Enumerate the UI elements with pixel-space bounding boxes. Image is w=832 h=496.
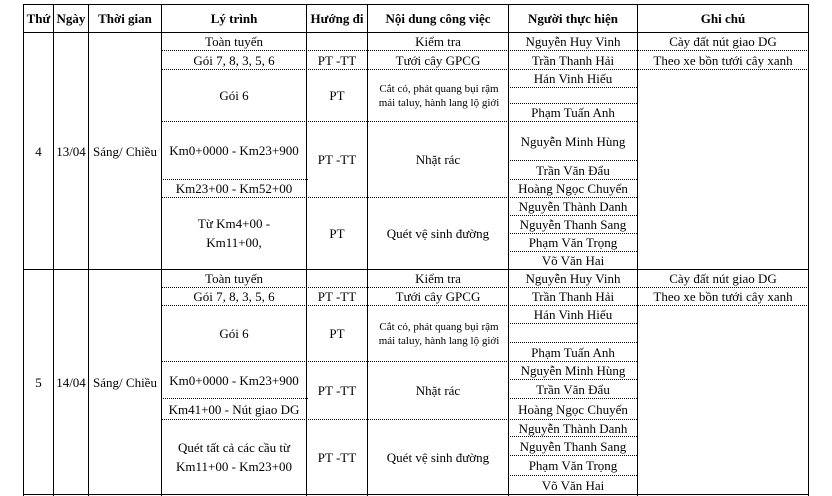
block2-nguoi-9: Nguyễn Thanh Sang [519,438,627,454]
grid-dotted [508,323,637,324]
block1-nguoi-1: Nguyễn Huy Vinh [525,34,621,49]
block1-noidung-3: Cắt cỏ, phát quang bụi rậm mái taluy, hành lang lộ giới [378,82,500,109]
block1-nguoi-2: Trần Thanh Hải [531,52,615,68]
grid-dotted [508,398,637,399]
block2-nguoi-8: Nguyễn Thành Danh [518,420,628,436]
block1-thoi-gian: Sáng/ Chiều [93,143,157,159]
block1-lytrinh-1: Toàn tuyến [205,34,263,49]
grid-dotted [161,287,809,288]
block1-ghichu-2: Theo xe bồn tưới cây xanh [653,52,793,68]
grid-hline [23,269,809,270]
block2-lytrinh-1: Toàn tuyến [205,271,263,286]
grid-vline [23,4,24,496]
grid-dotted [508,475,637,476]
block1-nguoi-6: Trần Văn Đẩu [536,162,610,178]
block1-lytrinh-6: Từ Km4+00 - Km11+00, [197,216,271,250]
block2-nguoi-4: Phạm Tuấn Anh [531,344,615,360]
grid-dotted [508,179,637,180]
grid-hline [23,32,809,33]
block1-lytrinh-3: Gói 6 [219,88,249,103]
grid-vline [88,4,89,496]
block1-noidung-2: Tưới cây GPCG [395,52,481,68]
grid-dotted [508,379,637,380]
block1-ghichu-1: Cày đất nút giao DG [669,34,777,49]
block2-nguoi-2: Trần Thanh Hải [531,289,615,304]
block2-huongdi-1: PT -TT [317,289,357,304]
grid-dotted [508,436,637,437]
block2-nguoi-5: Nguyễn Minh Hùng [520,363,626,378]
block2-huongdi-4: PT -TT [317,449,357,465]
grid-dotted [161,50,809,51]
block2-noidung-4: Nhặt rác [415,383,461,398]
grid-vline [367,4,368,496]
grid-vline [53,4,54,496]
block2-lytrinh-6: Quét tất cả các cầu từ Km11+00 - Km23+00 [175,440,292,474]
block2-noidung-2: Tưới cây GPCG [395,289,481,304]
grid-dotted [161,121,637,122]
header-noi-dung: Nội dung công việc [385,10,491,26]
block1-lytrinh-4: Km0+0000 - Km23+900 [169,143,299,158]
grid-dotted [508,160,637,161]
block2-lytrinh-5: Km41+00 - Nút giao DG [168,401,300,417]
block1-nguoi-5: Nguyễn Minh Hùng [520,133,626,149]
grid-dotted [508,455,637,456]
block1-lytrinh-5: Km23+00 - Km52+00 [175,181,293,196]
grid-dotted [508,87,637,88]
grid-vline [306,4,307,496]
block2-ngay: 14/04 [56,374,86,390]
header-nguoi-thuc-hien: Người thực hiện [528,10,618,26]
grid-dotted [161,398,308,399]
block1-nguoi-3: Hán Vinh Hiếu [533,71,613,86]
block2-nguoi-7: Hoàng Ngọc Chuyển [518,401,628,417]
block2-huongdi-2: PT [329,326,345,341]
block1-noidung-5: Quét vệ sinh đường [386,225,490,241]
block2-noidung-5: Quét vệ sinh đường [386,449,490,465]
block1-noidung-4: Nhặt rác [415,152,461,167]
block1-nguoi-7: Hoàng Ngọc Chuyển [518,181,628,196]
grid-dotted [161,419,637,420]
grid-vline [808,4,809,496]
header-ly-trinh: Lý trình [210,10,258,26]
header-thu: Thứ [26,10,51,26]
grid-dotted [161,69,809,70]
block2-ghichu-2: Theo xe bồn tưới cây xanh [653,289,793,304]
grid-hline [23,4,809,5]
block1-ngay: 13/04 [56,143,86,159]
header-thoi-gian: Thời gian [98,10,152,26]
grid-dotted [508,103,637,104]
block1-thu: 4 [35,143,42,159]
block2-nguoi-1: Nguyễn Huy Vinh [525,271,621,286]
block2-lytrinh-3: Gói 6 [219,326,249,341]
block2-noidung-3: Cắt cỏ, phát quang bụi rậm mái taluy, hành lang lộ giới [378,320,500,347]
grid-vline [161,4,162,496]
block1-noidung-1: Kiểm tra [415,34,461,49]
block1-huongdi-4: PT [329,225,345,241]
grid-dotted [508,233,637,234]
grid-dotted [508,215,637,216]
block2-noidung-1: Kiểm tra [415,271,461,286]
grid-vline [508,4,509,496]
grid-dotted [161,305,809,306]
block1-nguoi-11: Võ Văn Hai [541,252,605,268]
block2-lytrinh-4: Km0+0000 - Km23+900 [169,372,299,388]
block2-thoi-gian: Sáng/ Chiều [93,374,157,390]
header-huong-di: Hướng đi [310,10,364,26]
grid-dotted [161,179,308,180]
block1-huongdi-3: PT -TT [317,152,357,167]
block2-nguoi-11: Võ Văn Hai [541,477,605,493]
header-ghi-chu: Ghi chú [700,10,746,26]
block2-huongdi-3: PT -TT [317,383,357,398]
block1-nguoi-9: Nguyễn Thanh Sang [519,217,627,232]
block2-ghichu-1: Cày đất nút giao DG [669,271,777,286]
grid-dotted [161,361,637,362]
block1-nguoi-4: Phạm Tuấn Anh [531,105,615,120]
grid-hline [23,494,809,495]
grid-dotted [161,197,637,198]
block1-huongdi-2: PT [329,88,345,103]
header-ngay: Ngày [56,10,86,26]
block1-huongdi-1: PT -TT [317,52,357,68]
block2-lytrinh-2: Gói 7, 8, 3, 5, 6 [193,289,275,304]
block1-nguoi-10: Phạm Văn Trọng [528,235,618,250]
block2-thu: 5 [35,374,42,390]
block2-nguoi-6: Trần Văn Đẩu [536,381,610,397]
block2-nguoi-10: Phạm Văn Trọng [528,458,618,473]
grid-vline [637,4,638,496]
block1-nguoi-8: Nguyễn Thành Danh [518,199,628,214]
grid-dotted [508,251,637,252]
grid-dotted [508,342,637,343]
block2-nguoi-3: Hán Vinh Hiếu [533,307,613,322]
block1-lytrinh-2: Gói 7, 8, 3, 5, 6 [193,52,275,68]
